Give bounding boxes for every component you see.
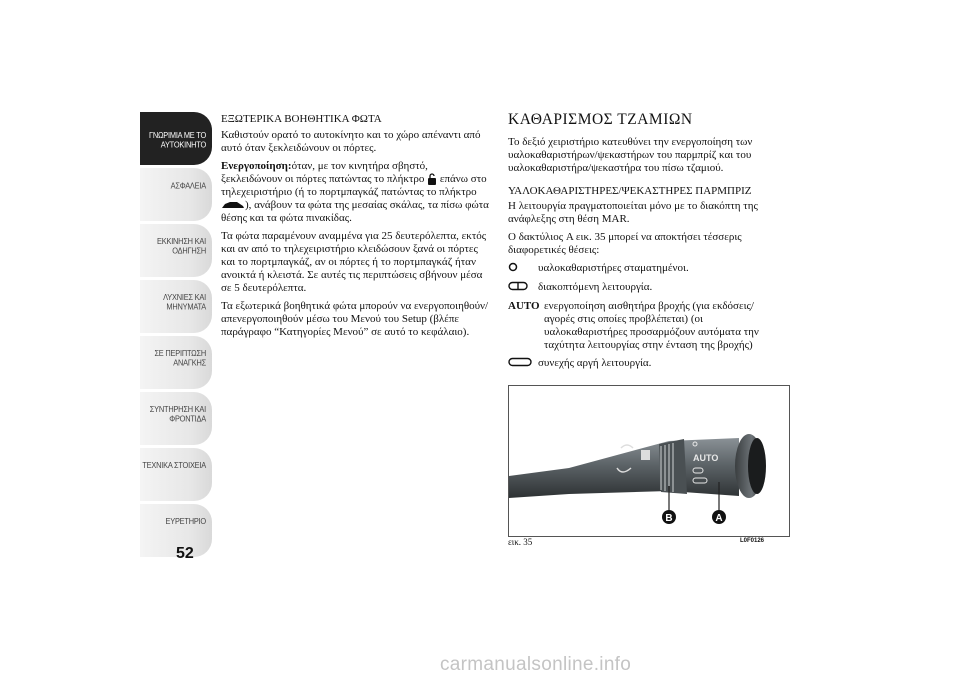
auto-label: AUTO [508,300,540,312]
continuous-slow-icon [508,357,538,371]
callout-a-label: A [715,513,723,524]
activation-label: Ενεργοποίηση: [221,160,292,172]
list-item [508,300,784,352]
page-number: 52 [176,545,194,562]
list-item-text: διακοπτόμενη λειτουργία. [538,281,653,293]
chapter-sidebar [140,112,212,560]
stalk-auto-text: AUTO [693,453,719,463]
tab-maintenance[interactable] [140,392,212,445]
paragraph: Ο δακτύλιος A εικ. 35 μπορεί να αποκτήσει τέσσερις διαφορετικές θέσεις: [508,231,742,256]
wiper-stalk-figure [508,385,790,537]
paragraph: Καθιστούν ορατό το αυτοκίνητο και το χώρο απέναντι από αυτό όταν ξεκλειδώνουν οι πόρτες. [221,129,481,154]
list-item-text: ενεργοποίηση αισθητήρα βροχής (για εκδόσεις/αγορές στις οποίες προβλέπεται) (οι υαλοκαθαριστήρες προσαρμόζουν αυτόματα την ταχύτητα λειτουργίας στην ένταση της βροχής) [544,300,759,351]
list-item-text: υαλοκαθαριστήρες σταματημένοι. [538,262,689,274]
subheading: ΥΑΛΟΚΑΘΑΡΙΣΤΗΡΕΣ/ΨΕΚΑΣΤΗΡΕΣ ΠΑΡΜΠΡΙΖ [508,185,752,197]
list-item [508,262,784,276]
section-heading: ΕΞΩΤΕΡΙΚΑ ΒΟΗΘΗΤΙΚΑ ΦΩΤΑ [221,113,382,125]
list-item [508,357,784,371]
paragraph: Τα εξωτερικά βοηθητικά φώτα μπορούν να ενεργοποιηθούν/απενεργοποιηθούν μέσω του Μενού του Setup (βλέπε παράγραφο “Κατηγορίες Μενού” σε αυτό το κεφάλαιο). [221,300,489,338]
list-item [508,281,784,295]
right-column [508,113,784,376]
tab-label: ΣΕ ΠΕΡΙΠΤΩΣΗ ΑΝΑΓΚΗΣ [154,348,206,368]
paragraph: Τα φώτα παραμένουν αναμμένα για 25 δευτερόλεπτα, εκτός και αν από το τηλεχειριστήριο κλειδώσουν ξανά οι πόρτες και το πορτμπαγκάζ, αν οι πόρτες ή το πορτμπαγκάζ ήταν ανοικτά ή κλειστά. Σε αυτές τις περιπτώσεις σβήνουν μέσα σε 5 δευτερόλεπτα. [221,230,487,294]
callout-b-label: B [665,513,673,524]
tab-getting-to-know[interactable] [140,112,212,165]
text-span: ), ανάβουν τα φώτα της μεσαίας σκάλας, τα πίσω φώτα θέσης και τα φώτα πινακίδας. [221,199,489,224]
tab-emergency[interactable] [140,336,212,389]
intro-paragraph: Το δεξιό χειριστήριο κατευθύνει την ενεργοποίηση των υαλοκαθαριστήρων/ψεκαστήρων του παρμπρίζ και του υαλοκαθαριστήρα/ψεκαστήρα του πίσω τζαμιού. [508,136,753,174]
tab-label: ΓΝΩΡΙΜΙΑ ΜΕ ΤΟ ΑΥΤΟΚΙΝΗΤΟ [148,130,206,150]
section-title: ΚΑΘΑΡΙΣΜΟΣ ΤΖΑΜΙΩΝ [508,111,693,128]
trunk-icon [221,200,245,210]
tab-technical-data[interactable] [140,448,212,501]
tab-starting-driving[interactable] [140,224,212,277]
tab-label: ΕΚΚΙΝΗΣΗ ΚΑΙ ΟΔΗΓΗΣΗ [157,236,206,256]
figure-caption: εικ. 35 [508,537,533,547]
figure-code: L0F0126 [740,538,765,544]
circle-icon [508,262,538,276]
tab-label: ΤΕΧΝΙΚΑ ΣΤΟΙΧΕΙΑ [142,460,206,471]
tab-label: ΑΣΦΑΛΕΙΑ [170,180,206,191]
tab-label: ΛΥΧΝΙΕΣ ΚΑΙ ΜΗΝΥΜΑΤΑ [163,292,206,312]
tab-label: ΣΥΝΤΗΡΗΣΗ ΚΑΙ ΦΡΟΝΤΙΔΑ [149,404,206,424]
wiper-stalk-illustration [509,386,789,536]
left-column [221,113,489,344]
list-item-text: συνεχής αργή λειτουργία. [538,357,652,369]
paragraph: Η λειτουργία πραγματοποιείται μόνο με το διακόπτη της ανάφλεξης στη θέση MAR. [508,200,758,225]
tab-label: ΕΥΡΕΤΗΡΙΟ [165,516,206,527]
text-span: όταν, με τον κινητήρα σβηστό, ξεκλειδώνουν οι πόρτες πατώντας το πλήκτρο [221,160,428,185]
text-span: επάνω στο τηλεχειριστήριο (ή το πορτμπαγκάζ πατώντας το πλήκτρο [221,173,487,198]
intermittent-icon [508,281,538,295]
tab-safety[interactable] [140,168,212,221]
tab-warning-lights[interactable] [140,280,212,333]
activation-paragraph [221,160,489,225]
watermark: carmanualsonline.info [440,654,632,675]
unlock-icon [427,173,437,185]
